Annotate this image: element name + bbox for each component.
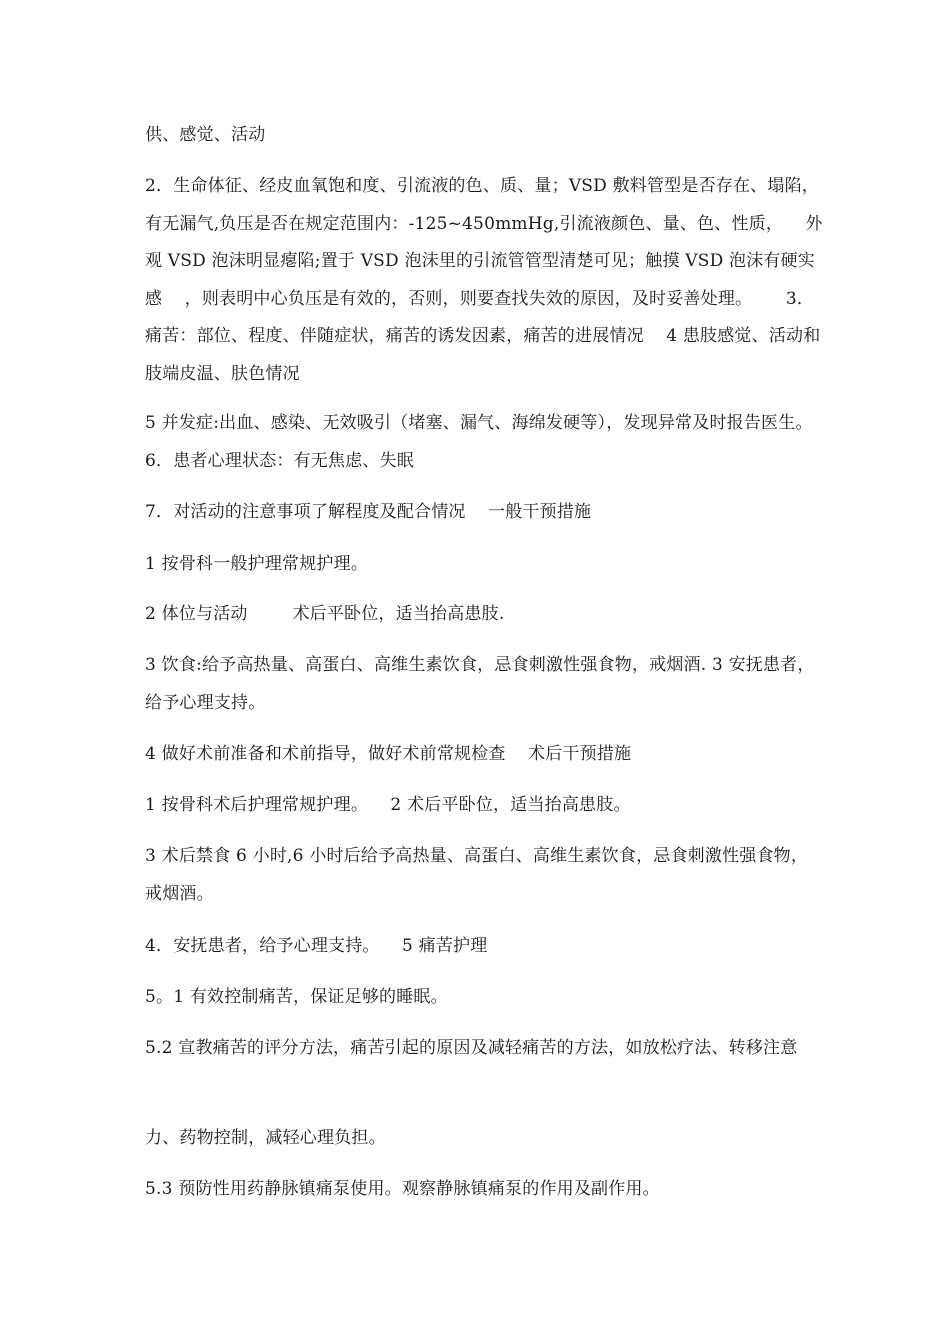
paragraph-postop-4: 4．安抚患者，给予心理支持。 5 痛苦护理 <box>145 936 488 956</box>
paragraph-continuation: 供、感觉、活动 <box>145 125 266 145</box>
paragraph-general-4: 4 做好术前准备和术前指导，做好术前常规检查 术后干预措施 <box>145 744 632 764</box>
paragraph-item-7: 7．对活动的注意事项了解程度及配合情况 一般干预措施 <box>145 502 592 522</box>
paragraph-item-2: 2．生命体征、经皮血氧饱和度、引流液的色、质、量；VSD 敷料管型是否存在、塌陷，有无漏气,负压是否在规定范围内：-125~450mmHg,引流液颜色、量、色、性质， 外观 VSD 泡沫明显瘪陷;置于 VSD 泡沫里的引流管管型清楚可见；触摸 VSD 泡沫有硬实感 ，则表明中心负压是有效的，否则，则要查找失效的原因，及时妥善处理。 3．痛苦：部位、程度、伴随症状，痛苦的诱发因素，痛苦的进展情况 4 患肢感觉、活动和肢端皮温、肤色情况 <box>145 176 823 384</box>
paragraph-general-1: 1 按骨科一般护理常规护理。 <box>145 554 369 574</box>
paragraph-general-3: 3 饮食:给予高热量、高蛋白、高维生素饮食，忌食刺激性强食物，戒烟酒. 3 安抚患者，给予心理支持。 <box>145 655 815 713</box>
paragraph-postop-1: 1 按骨科术后护理常规护理。 2 术后平卧位，适当抬高患肢。 <box>145 795 631 815</box>
paragraph-pain-5-2: 5.2 宣教痛苦的评分方法，痛苦引起的原因及减轻痛苦的方法，如放松疗法、转移注意 <box>145 1038 798 1058</box>
paragraph-item-5: 5 并发症:出血、感染、无效吸引（堵塞、漏气、海绵发硬等），发现异常及时报告医生。 6．患者心理状态：有无焦虑、失眠 <box>145 413 836 471</box>
paragraph-postop-3: 3 术后禁食 6 小时,6 小时后给予高热量、高蛋白、高维生素饮食，忌食刺激性强食物，戒烟酒。 <box>145 846 809 904</box>
paragraph-pain-5-2-cont: 力、药物控制，减轻心理负担。 <box>145 1128 386 1148</box>
paragraph-pain-5-1: 5。1 有效控制痛苦，保证足够的睡眠。 <box>145 987 448 1007</box>
paragraph-pain-5-3: 5.3 预防性用药静脉镇痛泵使用。观察静脉镇痛泵的作用及副作用。 <box>145 1179 660 1199</box>
paragraph-general-2: 2 体位与活动 术后平卧位，适当抬高患肢. <box>145 604 505 624</box>
